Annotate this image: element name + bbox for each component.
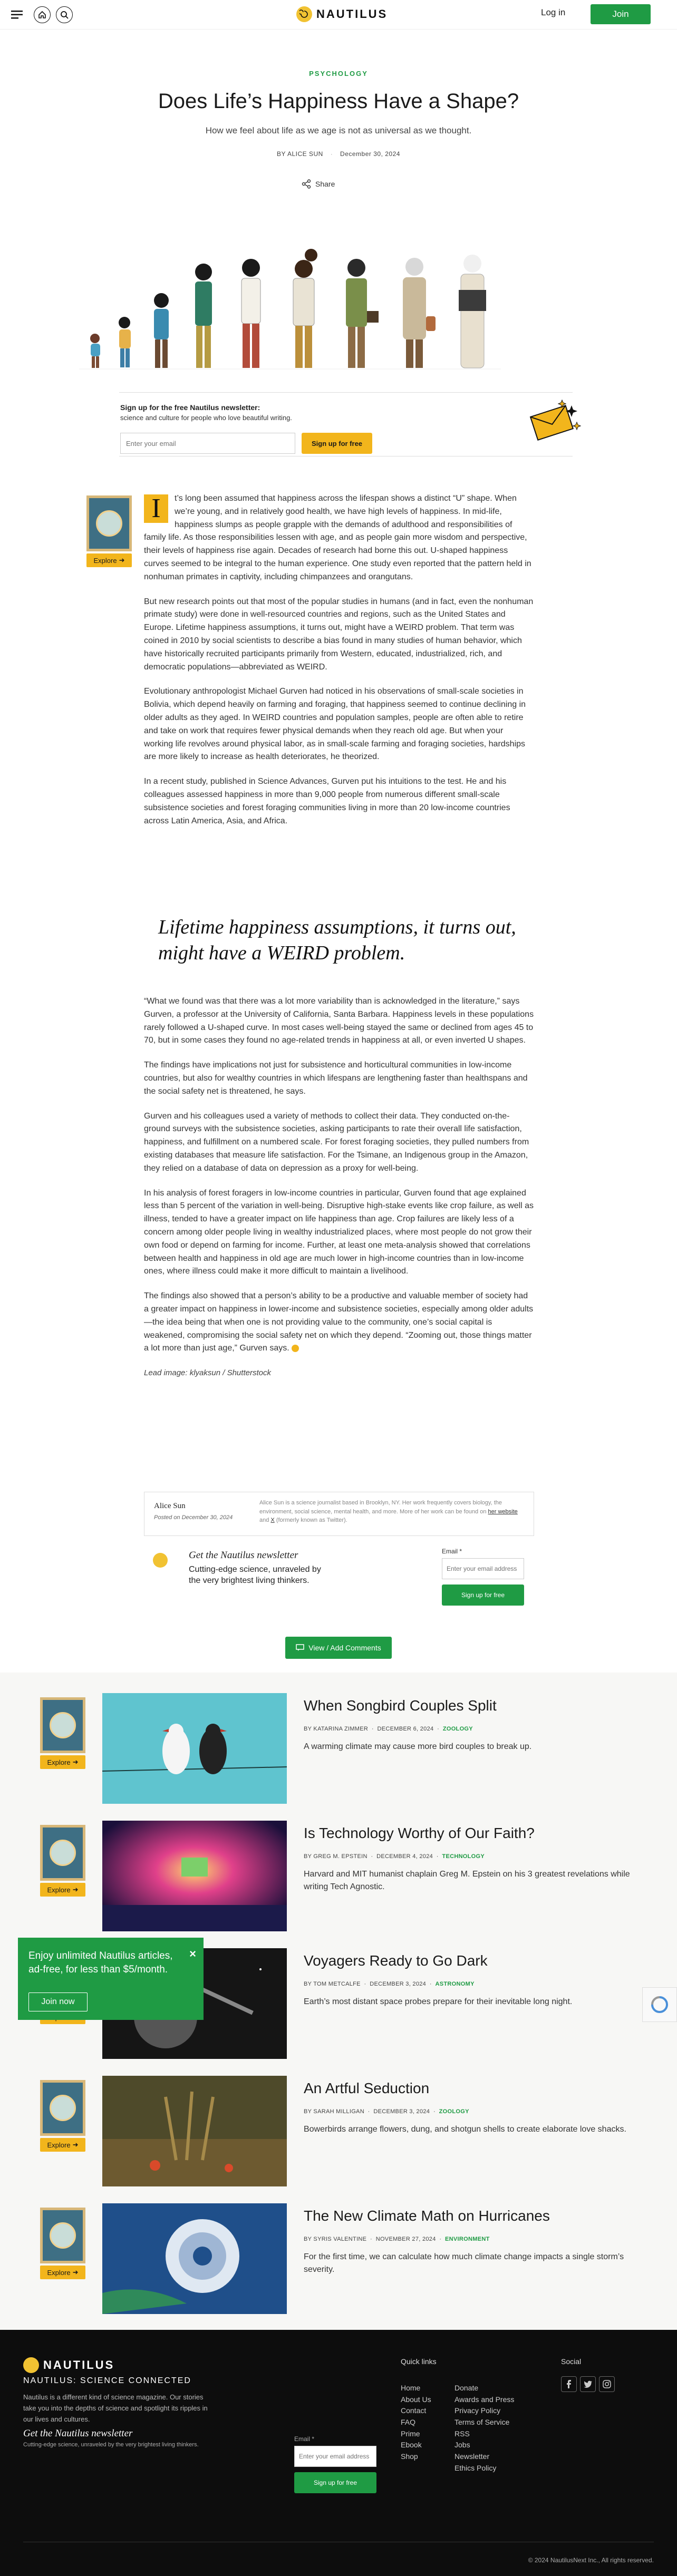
footer-about: Nautilus is a different kind of science magazine. Our stories take you into the depths of science and spotlight its ripples in our lives and cultures. [23,2393,208,2423]
publish-date: December 30, 2024 [340,150,400,158]
nautilus-shell-icon [153,1553,168,1568]
lifespan-figures [90,249,486,368]
explore-button[interactable]: Explore ➜ [40,2138,85,2152]
related-meta: BY GREG M. EPSTEIN · DECEMBER 4, 2024 · TECHNOLOGY [304,1853,485,1860]
popup-join-button[interactable]: Join now [28,1992,88,2011]
social-links [561,2376,615,2392]
newsletter-signup-inline [119,392,573,456]
article-paragraph: Evolutionary anthropologist Michael Gurven had noticed in his observations of small-scale societies in Bolivia, which depend heavily on farming and foraging, that happiness seemed to continue declining in older adults as they aged. In WEIRD countries and population samples, people are often able to retire and take on work that requires fewer physical demands when they reach old age. But when your working life revolves around physical labor, as in small-scale farming and foraging societies, hardships are more likely to increase as health deteriorates, he theorized. [144,687,526,762]
newsletter-block-subtitle: Cutting-edge science, unraveled by the very brightest living thinkers. [189,1565,321,1585]
magazine-promo[interactable] [40,1697,85,1769]
hero-illustration [79,221,575,374]
footer-link[interactable]: About Us [401,2395,431,2404]
quick-links-heading: Quick links [401,2357,437,2366]
footer-link[interactable]: RSS [454,2429,470,2438]
explore-button[interactable]: Explore ➜ [40,2266,85,2279]
related-title[interactable]: The New Climate Math on Hurricanes [304,2208,550,2224]
article-paragraph: In his analysis of forest foragers in low-income countries in particular, Gurven found that age explained less than 5 percent of the variation in well-being. Disruptive high-stake events like crop failure, as well as illness, tended to have a greater impact on life happiness than age. Crop failures are likely less of a concern among older people living in wealthy industrialized places, where most people do not grow their own food or depend on farming for income. Further, at least one meta-analysis showed that correlations between health and happiness in old age are much lower in high-income countries than in low-income ones, where illness could make it more difficult to maintain a livelihood. [144,1188,534,1276]
magazine-promo[interactable] [40,2208,85,2279]
related-meta: BY KATARINA ZIMMER · DECEMBER 6, 2024 · ZOOLOGY [304,1726,473,1732]
explore-button[interactable]: Explore ➜ [86,553,132,567]
footer-link[interactable]: Awards and Press [454,2395,515,2404]
magazine-promo[interactable] [86,495,132,567]
envelope-telescope-illustration [525,396,583,454]
byline: BY ALICE SUN · December 30, 2024 [277,150,400,158]
close-icon[interactable]: × [189,1947,196,1960]
author-posted-date: Posted on December 30, 2024 [154,1514,233,1521]
popup-text: Enjoy unlimited Nautilus articles, ad-free, for less than $5/month. [28,1950,173,1975]
magazine-promo[interactable] [40,2080,85,2152]
recaptcha-badge[interactable] [642,1987,677,2022]
related-description: Harvard and MIT humanist chaplain Greg M. Epstein on his 3 greatest revelations while writing Tech Agnostic. [304,1870,630,1891]
footer-link[interactable]: Newsletter [454,2452,490,2461]
footer-tagline: NAUTILUS: SCIENCE CONNECTED [23,2376,191,2385]
magazine-cover [40,1825,85,1881]
related-thumbnail[interactable] [102,1821,287,1931]
article-paragraph: In a recent study, published in Science Advances, Gurven put his intuitions to the test. He and his colleagues assessed happiness in more than 9,000 people from numerous different small-scale subsistence societies and forest foraging communities living in more than 20 low-income countries across Latin America, Asia, and Africa. [144,777,510,825]
share-label: Share [315,180,335,188]
footer-link[interactable]: Contact [401,2406,427,2415]
subscribe-popup [18,1938,204,2020]
footer-link[interactable]: Shop [401,2452,418,2461]
related-category[interactable]: ASTRONOMY [435,1981,475,1987]
footer-links-col1 [401,2383,431,2463]
related-meta: BY SYRIS VALENTINE · NOVEMBER 27, 2024 · ENVIRONMENT [304,2236,490,2242]
footer-link[interactable]: Terms of Service [454,2418,510,2427]
related-meta: BY SARAH MILLIGAN · DECEMBER 3, 2024 · ZOOLOGY [304,2108,469,2115]
footer-link[interactable]: FAQ [401,2418,416,2427]
newsletter-block-email-input[interactable] [442,1558,524,1579]
author-card [144,1492,534,1536]
view-comments-button[interactable]: View / Add Comments [285,1637,392,1659]
twitter-icon[interactable] [580,2376,596,2392]
article-paragraph: The findings have implications not just for subsistence and horticultural communities in low-income countries, but also for wealthy countries in which lifespans are lengthening faster than healthspans and the social safety net is threatened, he says. [144,1061,528,1096]
magazine-cover [40,2208,85,2263]
explore-button[interactable]: Explore ➜ [40,1883,85,1897]
lead-image-credit: Lead image: klyaksun / Shutterstock [144,1368,271,1378]
footer-logo[interactable]: NAUTILUS [23,2357,114,2373]
related-description: A warming climate may cause more bird couples to break up. [304,1742,532,1751]
related-thumbnail[interactable] [102,2203,287,2314]
nautilus-shell-icon [296,6,312,22]
newsletter-subtitle: science and culture for people who love beautiful writing. [120,414,292,422]
footer-email-label: Email * [294,2435,315,2443]
menu-icon[interactable] [7,5,26,24]
related-thumbnail[interactable] [102,2076,287,2186]
related-title[interactable]: An Artful Seduction [304,2080,430,2096]
join-button[interactable]: Join [591,4,651,24]
arrow-right-icon: ➜ [119,556,125,564]
related-article[interactable] [0,1681,677,1800]
footer-link[interactable]: Home [401,2384,421,2392]
article-paragraph: “What we found was that there was a lot more variability than is acknowledged in the literature,” says Gurven, a professor at the University of California, Santa Barbara. Happiness levels in these populations rarely followed a U-shaped curve. In most cases well-being stayed the same or declined from ages 45 to 70, but in some cases they found no age-related trends in happiness at all, or even inverted U shapes. [144,997,534,1045]
magazine-cover [40,2080,85,2136]
article-paragraph: The findings also showed that a person’s ability to be a productive and valuable member of society had a greater impact on happiness in lower-income and subsistence societies, especially among older adults—the idea being that when one is not providing value to the community, one’s social capital is weakened, compromising the social safety net on which they depend. “Zooming out, those things matter a lot more than just age,” Gurven says. [144,1291,534,1353]
article-title: Does Life’s Happiness Have a Shape? [158,90,519,113]
site-footer [0,2330,677,2576]
newsletter-signup-block [153,1543,533,1622]
pull-quote: Lifetime happiness assumptions, it turns out, might have a WEIRD problem. [158,916,516,965]
arrow-right-icon: ➜ [72,2268,79,2276]
nautilus-shell-icon [23,2357,39,2373]
category-kicker[interactable]: PSYCHOLOGY [309,70,368,77]
related-category[interactable]: ZOOLOGY [442,1726,473,1732]
related-article[interactable] [0,2064,677,2182]
related-title[interactable]: When Songbird Couples Split [304,1697,497,1714]
related-thumbnail[interactable] [102,1693,287,1804]
share-icon [302,179,311,189]
arrow-right-icon: ➜ [72,1758,79,1766]
newsletter-title: Sign up for the free Nautilus newsletter: [120,403,260,412]
article-body-part2 [144,995,534,1391]
magazine-cover [40,1697,85,1753]
instagram-icon[interactable] [599,2376,615,2392]
author-website-link[interactable]: her website [488,1508,518,1515]
footer-newsletter-title: Get the Nautilus newsletter [23,2428,133,2439]
article-paragraph: Gurven and his colleagues used a variety of methods to collect their data. They conducted on-the-ground surveys with the subsistence societies, asking participants to rate their overall life satisfaction, happiness, and fulfillment on a numbered scale. For forest foraging societies, they pulled numbers from existing databases that measure life satisfaction. For the Tsimane, an Indigenous group in the Amazon, they relied on a database of data on depression as a proxy for well-being. [144,1111,529,1173]
newsletter-block-title: Get the Nautilus newsletter [189,1550,298,1561]
footer-link[interactable]: Donate [454,2384,479,2392]
related-meta: BY TOM METCALFE · DECEMBER 3, 2024 · ASTRONOMY [304,1981,475,1987]
site-logo[interactable] [296,6,388,22]
end-mark-icon [292,1345,299,1352]
article-paragraph: But new research points out that most of the popular studies in humans (and in fact, even the nonhuman primate study) were done in well-resourced countries and regions, such as the United States and Europe. Lifetime happiness assumptions, it turns out, might have a WEIRD problem. That term was coined in 2010 by social scientists to describe a bias found in many studies of human behavior, which have historically recruited participants primarily from Western, educated, industrialized, rich, and democratic populations—abbreviated as WEIRD. [144,597,534,672]
author-link[interactable]: BY ALICE SUN [277,150,323,158]
footer-signup-button[interactable]: Sign up for free [294,2472,376,2493]
related-category[interactable]: ZOOLOGY [439,2108,469,2115]
article-dek: How we feel about life as we age is not as universal as we thought. [205,125,472,135]
footer-link[interactable]: Prime [401,2429,420,2438]
footer-link[interactable]: Privacy Policy [454,2406,501,2415]
arrow-right-icon: ➜ [72,2141,79,2149]
comment-icon [296,1644,304,1651]
arrow-right-icon: ➜ [72,1885,79,1893]
footer-newsletter-subtitle: Cutting-edge science, unraveled by the very brightest living thinkers. [23,2442,199,2448]
footer-links-col2 [454,2383,514,2474]
newsletter-block-signup-button[interactable]: Sign up for free [442,1585,524,1606]
related-description: For the first time, we can calculate how much climate change impacts a single storm’s severity. [304,2252,624,2274]
author-x-link[interactable]: X [270,1517,275,1523]
author-bio: Alice Sun is a science journalist based in Brooklyn, NY. Her work frequently covers biology, the environment, social science, mental health, and more. More of her work can be found on her website and X (formerly known as Twitter). [259,1500,518,1523]
related-title[interactable]: Voyagers Ready to Go Dark [304,1952,488,1969]
magazine-cover [86,495,132,551]
related-title[interactable]: Is Technology Worthy of Our Faith? [304,1825,535,1841]
related-description: Earth’s most distant space probes prepare for their inevitable long night. [304,1997,573,2006]
related-article[interactable] [0,2192,677,2310]
related-article[interactable] [0,1809,677,1927]
explore-button[interactable]: Explore ➜ [40,1755,85,1769]
drop-cap: I [144,494,168,523]
footer-email-input[interactable] [294,2446,376,2467]
home-icon[interactable] [34,6,51,23]
footer-link[interactable]: Jobs [454,2441,470,2449]
social-heading: Social [561,2357,582,2366]
related-category[interactable]: TECHNOLOGY [442,1853,485,1860]
logo-text: NAUTILUS [316,7,388,21]
facebook-icon[interactable] [561,2376,577,2392]
share-button[interactable] [302,179,335,189]
magazine-promo[interactable] [40,1825,85,1897]
author-name[interactable]: Alice Sun [154,1502,186,1510]
copyright: © 2024 NautilusNext Inc., All rights reserved. [528,2556,654,2564]
related-description: Bowerbirds arrange flowers, dung, and shotgun shells to create elaborate love shacks. [304,2125,626,2134]
newsletter-email-input[interactable] [120,433,295,454]
footer-link[interactable]: Ebook [401,2441,422,2449]
recaptcha-icon [651,1996,669,2014]
article-paragraph: I t’s long been assumed that happiness across the lifespan shows a distinct “U” shape. When we’re young, and in relatively good health, we have high levels of happiness. In mid-life, happiness slumps as people grapple with the demands of adulthood and responsibilities of family life. As those responsibilities lessen with age, and as people gain more wisdom and perspective, their levels of happiness rise again. Decades of research had borne this out. U-shaped happiness curves seemed to be integral to the human experience. One study even reported that the pattern held in nonhuman primates in captivity, including chimpanzees and orangutans. [144,493,531,581]
search-icon[interactable] [56,6,73,23]
article-body-part1 [144,492,534,839]
email-label: Email * [442,1548,462,1555]
related-category[interactable]: ENVIRONMENT [445,2236,490,2242]
newsletter-signup-button[interactable]: Sign up for free [302,433,372,454]
login-link[interactable]: Log in [541,7,566,17]
footer-link[interactable]: Ethics Policy [454,2463,497,2472]
